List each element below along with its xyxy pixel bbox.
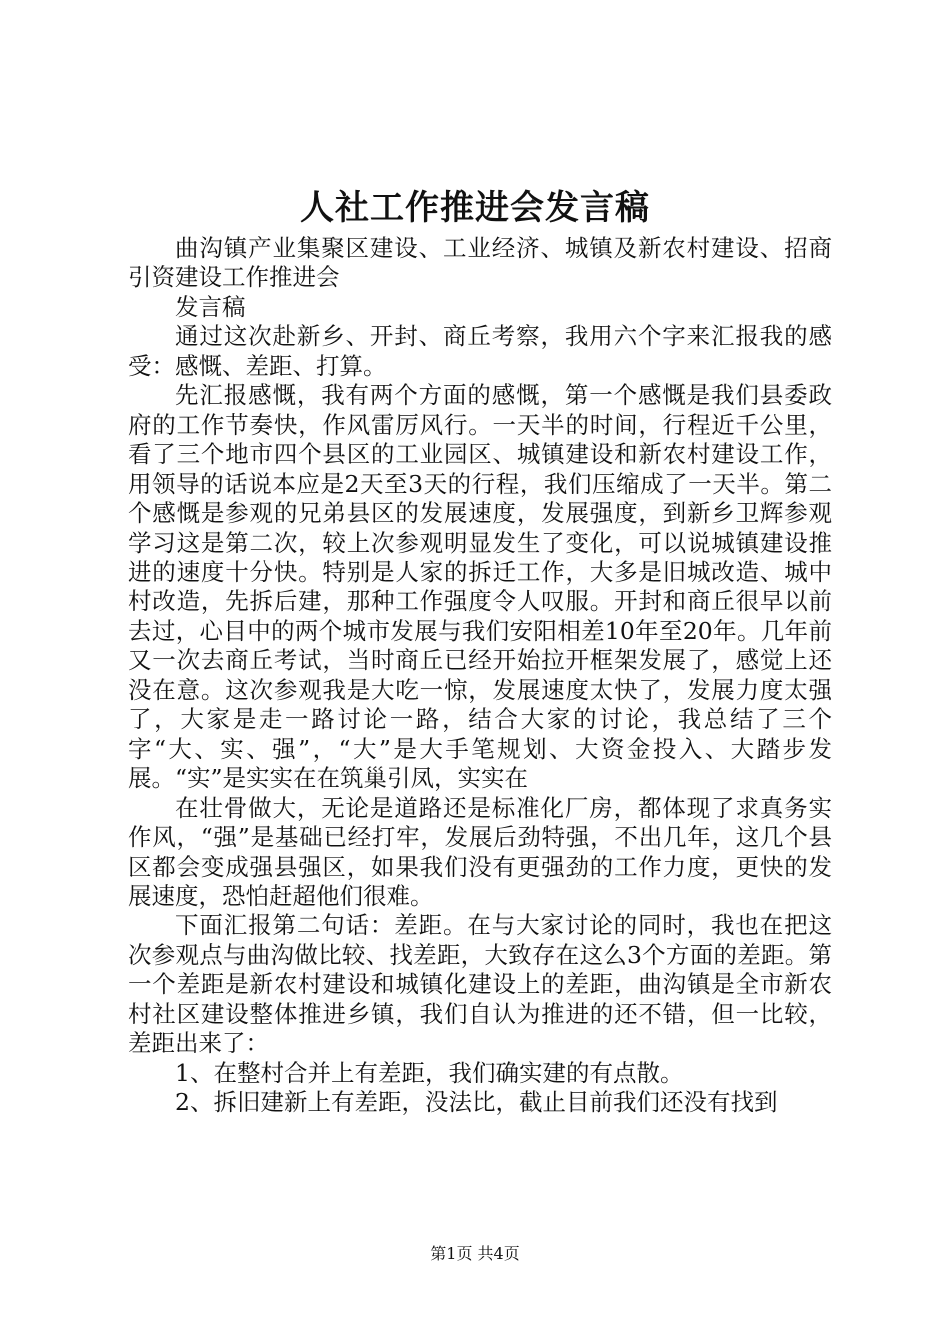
- document-body: [128, 234, 832, 1118]
- page-number-footer: 第1页 共4页: [430, 1244, 520, 1263]
- paragraph-gap-item-1: 1、在整村合并上有差距，我们确实建的有点散。: [175, 1058, 684, 1087]
- paragraph-meeting-name: 曲沟镇产业集聚区建设、工业经济、城镇及新农村建设、招商引资建设工作推进会: [128, 234, 832, 292]
- paragraph-gaps: 下面汇报第二句话：差距。在与大家讨论的同时，我也在把这次参观点与曲沟做比较、找差距，大致存在这么3个方面的差距。第一个差距是新农村建设和城镇化建设上的差距，曲沟镇是全市新农村社区建设整体推进乡镇，我们自认为推进的还不错，但一比较，差距出来了：: [128, 911, 832, 1058]
- paragraph-impressions: 先汇报感慨，我有两个方面的感慨，第一个感慨是我们县委政府的工作节奏快，作风雷厉风行。一天半的时间，行程近千公里，看了三个地市四个县区的工业园区、城镇建设和新农村建设工作，用领导的话说本应是2天至3天的行程，我们压缩成了一天半。第二个感慨是参观的兄弟县区的发展速度，发展强度，到新乡卫辉参观学习这是第二次，较上次参观明显发生了变化，可以说城镇建设推进的速度十分快。特别是人家的拆迁工作，大多是旧城改造、城中村改造，先拆后建，那种工作强度令人叹服。开封和商丘很早以前去过，心目中的两个城市发展与我们安阳相差10年至20年。几年前又一次去商丘考试，当时商丘已经开始拉开框架发展了，感觉上还没在意。这次参观我是大吃一惊，发展速度太快了，发展力度太强了，大家是走一路讨论一路，结合大家的讨论，我总结了三个字“大、实、强”，“大”是大手笔规划、大资金投入、大踏步发展。“实”是实实在在筑巢引凤，实实在: [128, 381, 832, 793]
- paragraph-gap-item-2: 2、拆旧建新上有差距，没法比，截止目前我们还没有找到: [175, 1088, 778, 1117]
- paragraph-intro: 通过这次赴新乡、开封、商丘考察，我用六个字来汇报我的感受：感慨、差距、打算。: [128, 322, 832, 380]
- document-title: 人社工作推进会发言稿: [300, 188, 650, 228]
- paragraph-impressions-continued: 在壮骨做大，无论是道路还是标准化厂房，都体现了求真务实作风，“强”是基础已经打牢，发展后劲特强，不出几年，这几个县区都会变成强县强区，如果我们没有更强劲的工作力度，更快的发展速度，恐怕赶超他们很难。: [128, 793, 832, 910]
- paragraph-speech-label: 发言稿: [175, 292, 246, 321]
